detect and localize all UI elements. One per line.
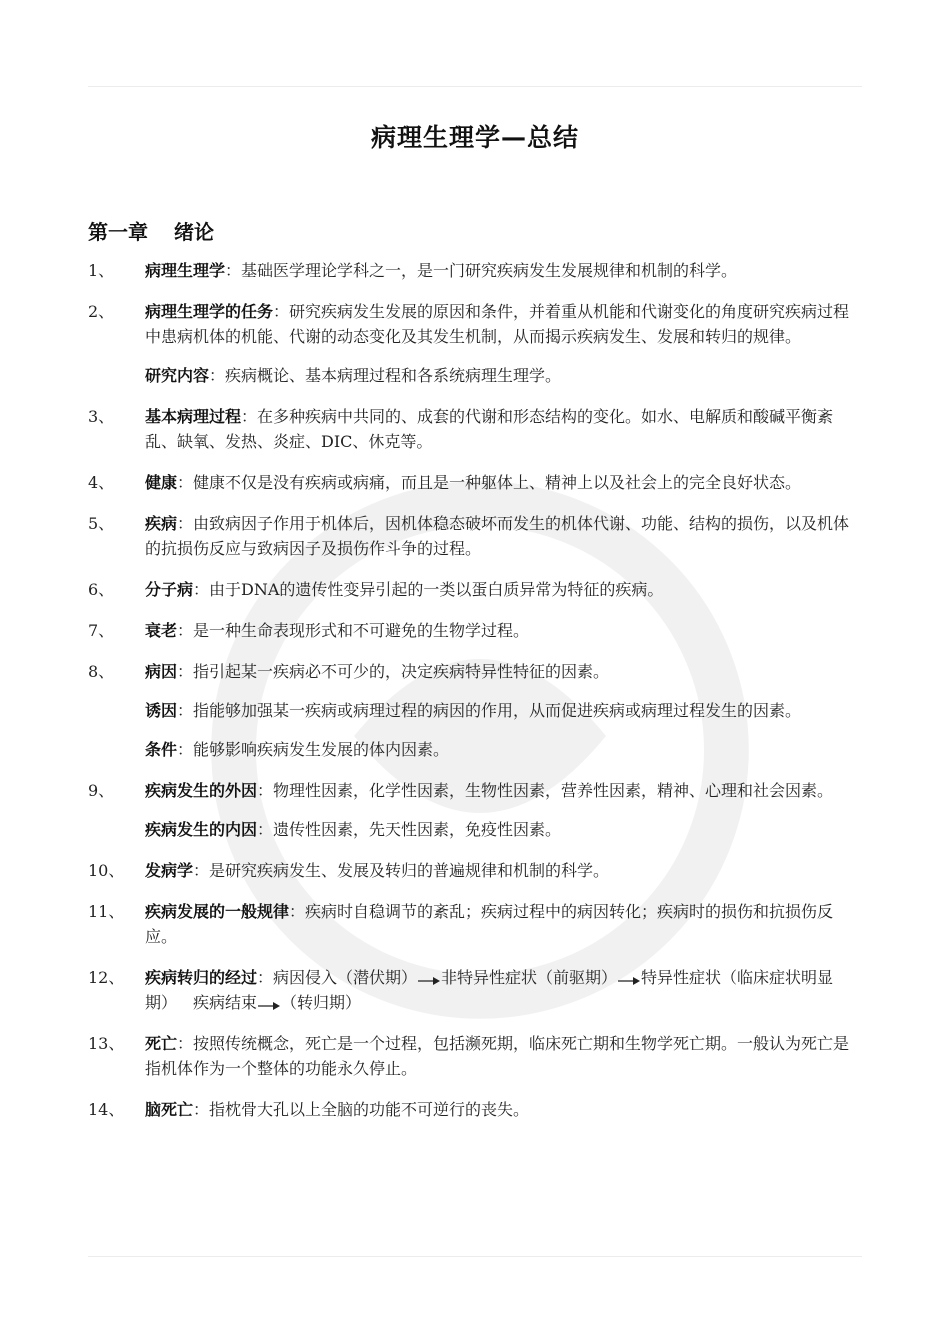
item-text: ：指引起某一疾病必不可少的，决定疾病特异性特征的因素。 (177, 662, 610, 681)
course-stage-end: 疾病结束 (193, 993, 258, 1012)
item-term: 研究内容 (145, 366, 210, 385)
item-text: ：疾病时自稳调节的紊乱；疾病过程中的病因转化；疾病时的损伤和抗损伤反应。 (145, 902, 834, 946)
item-number: 8、 (88, 662, 115, 681)
list-item (88, 1031, 858, 1081)
chapter-name: 绪论 (174, 220, 214, 244)
item-number: 5、 (88, 514, 115, 533)
list-item (88, 363, 858, 388)
item-text: ：是一种生命表现形式和不可避免的生物学过程。 (177, 621, 530, 640)
item-number: 9、 (88, 781, 115, 800)
list-item (88, 737, 858, 762)
item-text: ：疾病概论、基本病理过程和各系统病理生理学。 (209, 366, 562, 385)
item-text: ：按照传统概念，死亡是一个过程，包括濒死期，临床死亡期和生物学死亡期。一般认为死亡是指机体作为一个整体的功能永久停止。 (145, 1034, 850, 1078)
item-term: 疾病发生的内因 (145, 820, 258, 839)
list-item (88, 858, 858, 883)
list-item (88, 577, 858, 602)
list-item (88, 511, 858, 561)
item-term: 衰老 (145, 621, 178, 640)
item-term: 诱因 (145, 701, 178, 720)
item-text: ：研究疾病发生发展的原因和条件，并着重从机能和代谢变化的角度研究疾病过程中患病机体的机能、代谢的动态变化及其发生机制，从而揭示疾病发生、发展和转归的规律。 (145, 302, 850, 346)
list-item (88, 659, 858, 684)
list-item (88, 404, 858, 454)
item-term: 健康 (145, 473, 178, 492)
course-stage-outcome: （转归期） (281, 993, 362, 1012)
item-text: ：由致病因子作用于机体后，因机体稳态破坏而发生的机体代谢、功能、结构的损伤，以及机体的抗损伤反应与致病因子及损伤作斗争的过程。 (145, 514, 850, 558)
list-item (88, 698, 858, 723)
course-stage-prodromal: 非特异性症状（前驱期） (441, 968, 618, 987)
arrow-right-icon (418, 973, 440, 985)
list-item (88, 470, 858, 495)
item-text: ：能够影响疾病发生发展的体内因素。 (177, 740, 450, 759)
page-title: 病理生理学—总结 (370, 123, 579, 152)
item-text: ：指枕骨大孔以上全脑的功能不可逆行的丧失。 (193, 1100, 530, 1119)
item-text: ：物理性因素，化学性因素，生物性因素，营养性因素，精神、心理和社会因素。 (257, 781, 834, 800)
item-number: 4、 (88, 473, 115, 492)
item-text: ：在多种疾病中共同的、成套的代谢和形态结构的变化。如水、电解质和酸碱平衡紊乱、缺氧、发热、炎症、DIC、休克等。 (145, 407, 834, 451)
item-term: 疾病发展的一般规律 (145, 902, 290, 921)
item-number: 7、 (88, 621, 115, 640)
item-term: 基本病理过程 (145, 407, 242, 426)
item-number: 1、 (88, 261, 115, 280)
item-number: 12、 (88, 968, 125, 987)
definition-list (88, 258, 858, 1138)
item-number: 6、 (88, 580, 115, 599)
item-text: ：基础医学理论学科之一，是一门研究疾病发生发展规律和机制的科学。 (225, 261, 738, 280)
arrow-right-icon (258, 998, 280, 1010)
item-text: ：是研究疾病发生、发展及转归的普遍规律和机制的科学。 (193, 861, 610, 880)
item-term: 发病学 (145, 861, 194, 880)
item-term: 分子病 (145, 580, 194, 599)
course-stage-incubation: ：病因侵入（潜伏期） (257, 968, 418, 987)
list-item-course (88, 965, 858, 1015)
item-term: 疾病 (145, 514, 178, 533)
footer-rule (88, 1256, 862, 1257)
item-number: 14、 (88, 1100, 125, 1119)
item-term: 病理生理学 (145, 261, 226, 280)
chapter-number: 第一章 (88, 220, 148, 244)
chapter-heading (88, 216, 214, 245)
item-term: 疾病转归的经过 (145, 968, 258, 987)
item-number: 11、 (88, 902, 125, 921)
list-item (88, 899, 858, 949)
item-term: 死亡 (145, 1034, 178, 1053)
item-text: ：由于DNA的遗传性变异引起的一类以蛋白质异常为特征的疾病。 (193, 580, 664, 599)
item-number: 10、 (88, 861, 125, 880)
item-number: 3、 (88, 407, 115, 426)
list-item (88, 618, 858, 643)
item-number: 2、 (88, 302, 115, 321)
item-text: ：健康不仅是没有疾病或病痛，而且是一种躯体上、精神上以及社会上的完全良好状态。 (177, 473, 802, 492)
item-term: 条件 (145, 740, 178, 759)
list-item (88, 1097, 858, 1122)
item-term: 病因 (145, 662, 178, 681)
list-item (88, 778, 858, 803)
header-rule (88, 86, 862, 87)
arrow-right-icon (618, 973, 640, 985)
item-text: ：指能够加强某一疾病或病理过程的病因的作用，从而促进疾病或病理过程发生的因素。 (177, 701, 802, 720)
list-item (88, 258, 858, 283)
item-term: 脑死亡 (145, 1100, 194, 1119)
list-item (88, 817, 858, 842)
item-term: 病理生理学的任务 (145, 302, 274, 321)
list-item (88, 299, 858, 349)
item-number: 13、 (88, 1034, 125, 1053)
item-term: 疾病发生的外因 (145, 781, 258, 800)
course-stage-specific: 特异性症状（临床症状明显期） (145, 968, 834, 1012)
item-text: ：遗传性因素，先天性因素，免疫性因素。 (257, 820, 562, 839)
